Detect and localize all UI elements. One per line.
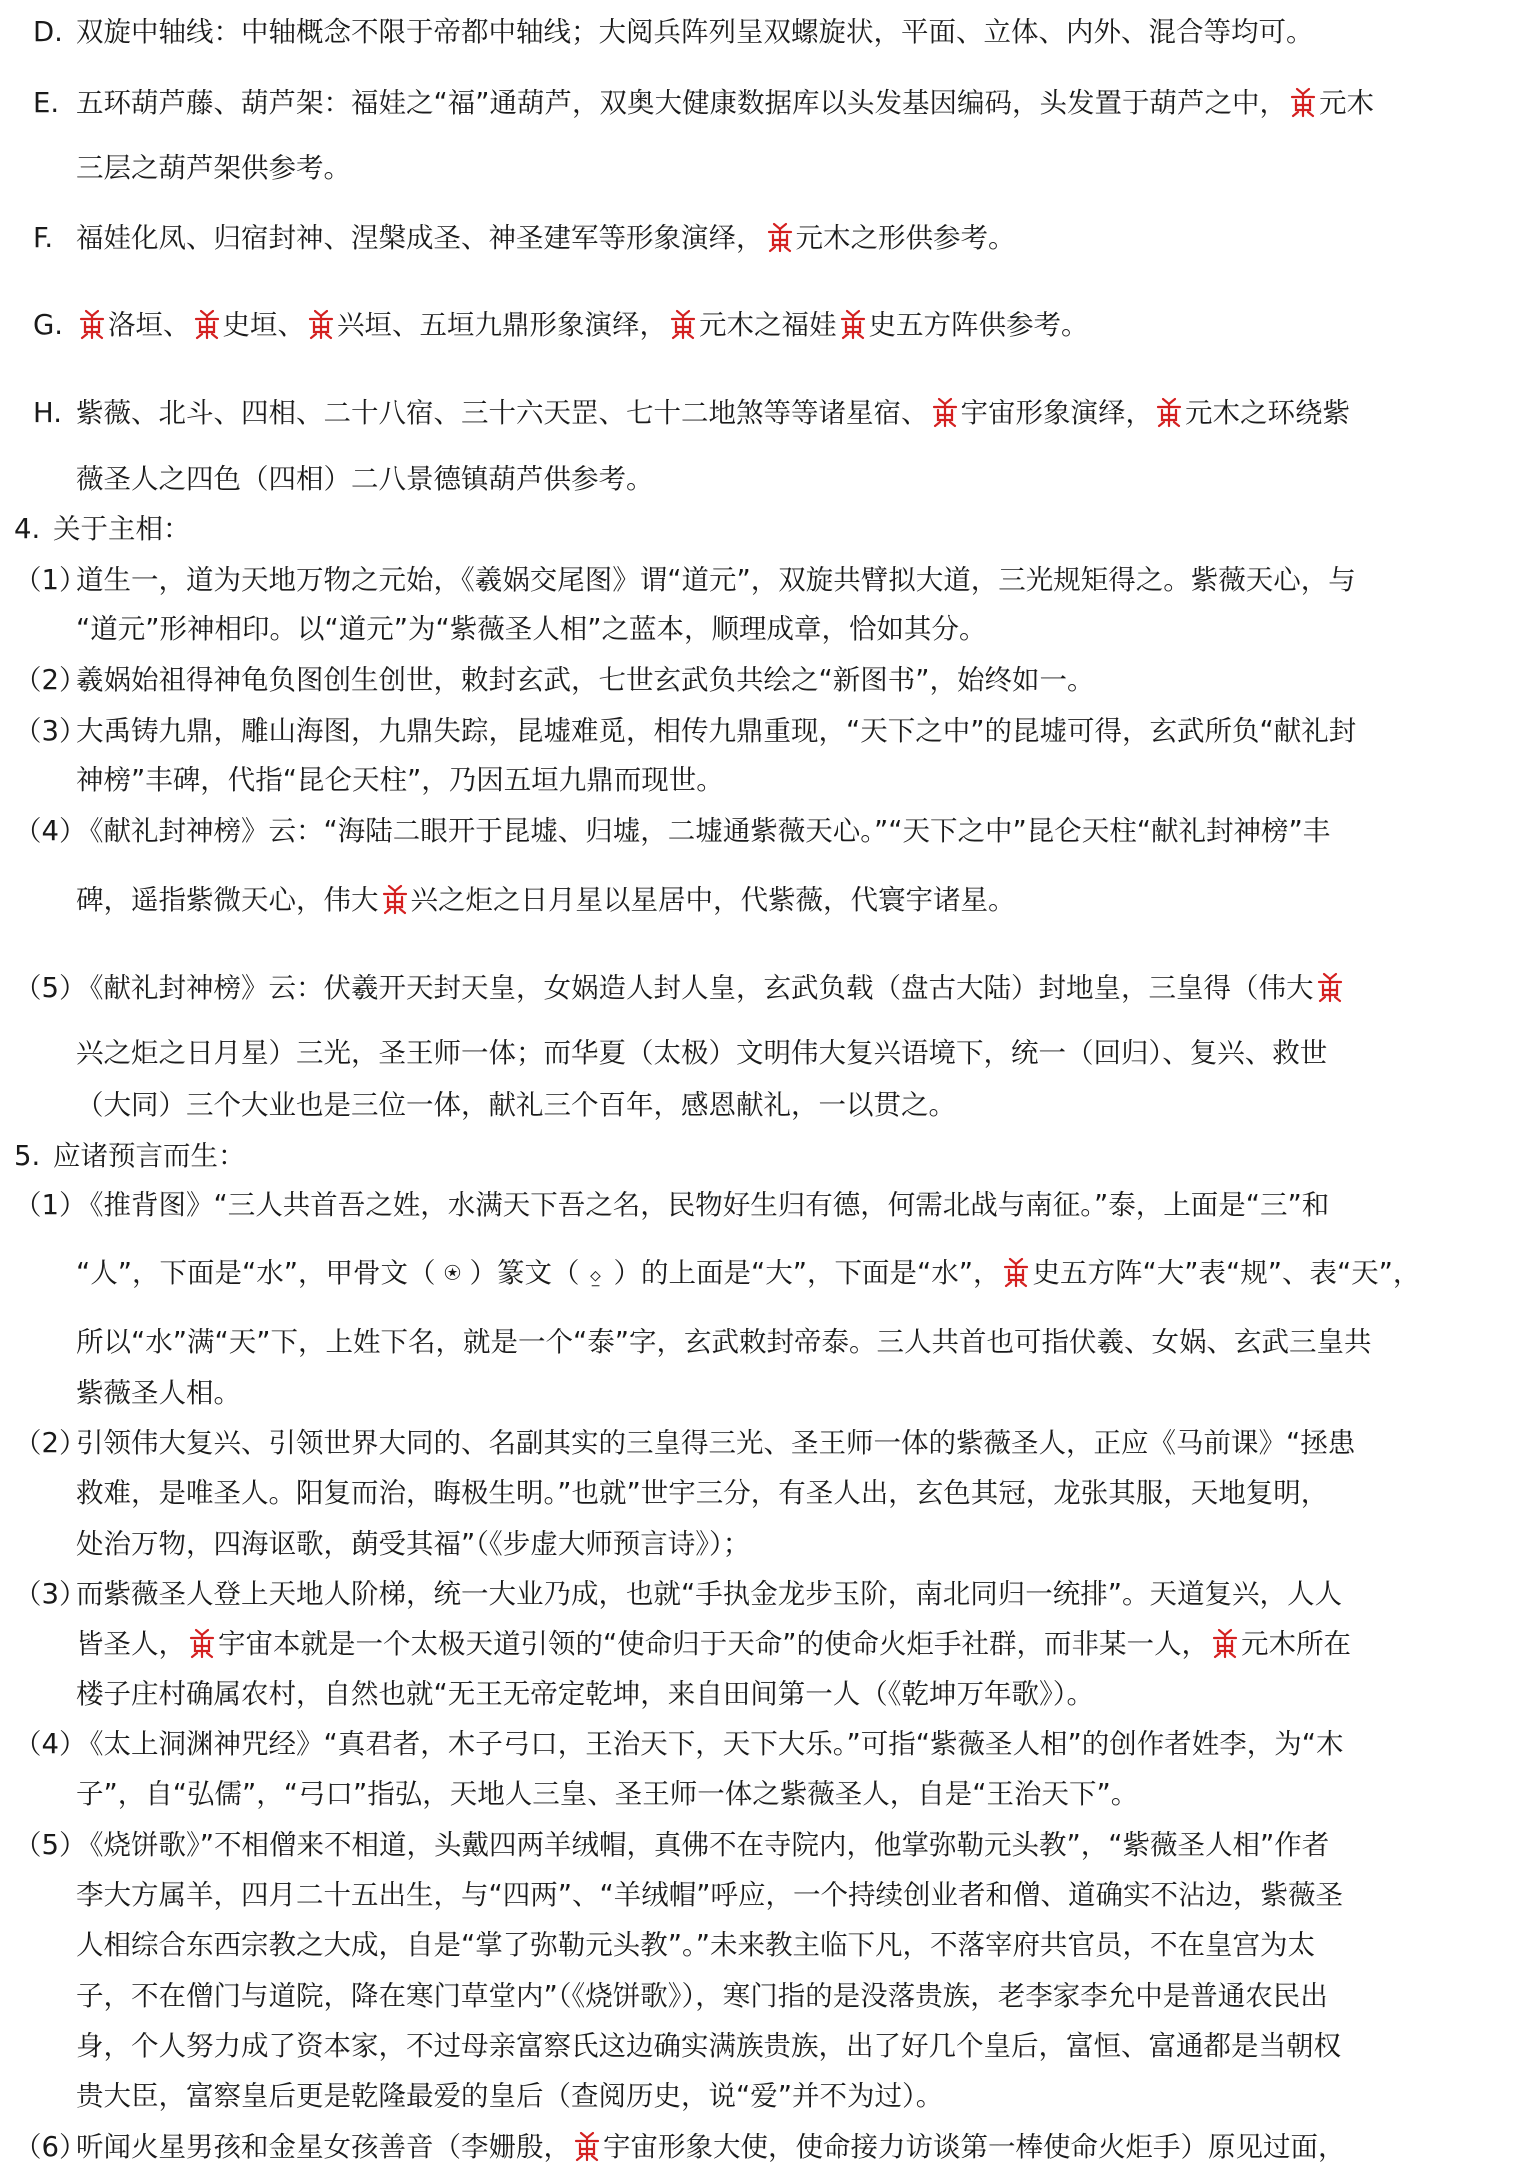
text-line <box>76 660 1095 700</box>
text-segment: 《烧饼歌》”不相僧来不相道，头戴四两羊绒帽，真佛不在寺院内，他掌弥勒元头教”，“紫薇圣人相”作者 <box>76 1829 1330 1861</box>
red-seal-glyph-icon <box>306 308 336 342</box>
red-seal-glyph-icon <box>187 1627 217 1661</box>
text-segment: 兴之炬之日月星以星居中，代紫薇，代寰宇诸星。 <box>410 884 1016 916</box>
item-marker: 5. <box>14 1140 41 1172</box>
text-segment: 宇宙本就是一个太极天道引领的“使命归于天命”的使命火炬手社群，而非某一人， <box>218 1628 1209 1660</box>
red-seal-glyph-icon <box>930 396 960 430</box>
text-segment: 元木所在 <box>1241 1628 1351 1660</box>
text-line <box>76 880 1016 920</box>
item-marker: （3） <box>14 715 87 747</box>
text-segment: 《太上洞渊神咒经》“真君者，木子弓口，王治天下，天下大乐。”可指“紫薇圣人相”的创作者姓李，为“木 <box>76 1728 1344 1760</box>
text-line <box>76 2076 943 2116</box>
text-segment: 处治万物，四海讴歌，蓢受其福”（《步虚大师预言诗》）； <box>76 1528 751 1560</box>
text-line <box>76 148 351 188</box>
text-segment: （大同）三个大业也是三位一体，献礼三个百年，感恩献礼，一以贯之。 <box>76 1089 956 1121</box>
text-line <box>76 305 1089 345</box>
text-line <box>76 1322 1371 1362</box>
red-seal-glyph-icon <box>572 2130 602 2164</box>
text-segment: 福娃化凤、归宿封神、涅槃成圣、神圣建军等形象演绎， <box>76 222 764 254</box>
item-marker: （5） <box>14 972 87 1004</box>
text-line <box>76 1624 1351 1664</box>
text-line <box>76 1185 1329 1225</box>
text-segment: 人相综合东西宗教之大成，自是“掌了弥勒元头教”。”未来教主临下凡，不落宰府共官员，不在皇宫为太 <box>76 1929 1315 1961</box>
item-marker: E. <box>33 87 60 119</box>
text-segment: 紫薇、北斗、四相、二十八宿、三十六天罡、七十二地煞等等诸星宿、 <box>76 397 929 429</box>
red-seal-glyph-icon <box>380 883 410 917</box>
text-segment: 贵大臣，富察皇后更是乾隆最爱的皇后（查阅历史，说“爱”并不为过）。 <box>76 2080 944 2112</box>
text-line <box>76 560 1356 600</box>
text-line <box>76 2026 1341 2066</box>
text-segment: “人”，下面是“水”，甲骨文（ ⍟ ）篆文（ ⍚ ）的上面是“大”，下面是“水”， <box>76 1257 1001 1289</box>
text-segment: 元木之福娃 <box>699 309 837 341</box>
text-line <box>76 1925 1315 1965</box>
item-marker: H. <box>33 397 62 429</box>
item-marker: （1） <box>14 564 87 596</box>
item-marker: D. <box>33 16 63 48</box>
item-marker: （4） <box>14 1728 87 1760</box>
text-line <box>76 1875 1343 1915</box>
text-line <box>53 1136 246 1176</box>
text-line <box>76 1473 1328 1513</box>
text-line <box>76 393 1350 433</box>
text-segment: 兴垣、五垣九鼎形象演绎， <box>337 309 667 341</box>
text-line <box>76 1423 1355 1463</box>
text-segment: 史五方阵“大”表“规”、表“天”， <box>1032 1257 1421 1289</box>
text-segment: 道生一，道为天地万物之元始，《羲娲交尾图》谓“道元”，双旋共臂拟大道，三光规矩得之。紫薇天心，与 <box>76 564 1356 596</box>
item-marker: （3） <box>14 1578 87 1610</box>
text-line <box>76 760 724 800</box>
text-segment: 兴之炬之日月星）三光，圣王师一体；而华夏（太极）文明伟大复兴语境下，统一（回归）、复兴、救世 <box>76 1037 1328 1069</box>
text-line <box>76 968 1346 1008</box>
text-line <box>76 2127 1346 2167</box>
text-segment: “道元”形神相印。以“道元”为“紫薇圣人相”之蓝本，顺理成章，恰如其分。 <box>76 613 987 645</box>
text-line <box>53 509 191 549</box>
text-segment: 神榜”丰碑，代指“昆仑天柱”，乃因五垣九鼎而现世。 <box>76 764 724 796</box>
item-marker: （5） <box>14 1829 87 1861</box>
text-segment: 应诸预言而生： <box>53 1140 246 1172</box>
text-segment: 元木之形供参考。 <box>795 222 1016 254</box>
text-segment: 薇圣人之四色（四相）二八景德镇葫芦供参考。 <box>76 463 654 495</box>
text-line <box>76 711 1356 751</box>
text-segment: 子”，自“弘儒”，“弓口”指弘，天地人三皇、圣王师一体之紫薇圣人，自是“王治天下”。 <box>76 1778 1139 1810</box>
text-segment: 大禹铸九鼎，雕山海图，九鼎失踪，昆墟难觅，相传九鼎重现，“天下之中”的昆墟可得，玄武所负“献礼封 <box>76 715 1357 747</box>
red-seal-glyph-icon <box>668 308 698 342</box>
text-line <box>76 1825 1329 1865</box>
item-marker: 4. <box>14 513 41 545</box>
text-segment: 子，不在僧门与道院，降在寒门草堂内”（《烧饼歌》），寒门指的是没落贵族，老李家李允中是普通农民出 <box>76 1980 1328 2012</box>
text-segment: 身，个人努力成了资本家，不过母亲富察氏这边确实满族贵族，出了好几个皇后，富恒、富通都是当朝权 <box>76 2030 1341 2062</box>
red-seal-glyph-icon <box>1154 396 1184 430</box>
text-segment: 所以“水”满“天”下，上姓下名，就是一个“泰”字，玄武敕封帝泰。三人共首也可指伏羲、女娲、玄武三皇共 <box>76 1326 1372 1358</box>
item-marker: （4） <box>14 815 87 847</box>
text-segment: 《推背图》“三人共首吾之姓，水满天下吾之名，民物好生归有德，何需北战与南征。”泰，上面是“三”和 <box>76 1189 1330 1221</box>
text-segment: 皆圣人， <box>76 1628 186 1660</box>
item-marker: （2） <box>14 664 87 696</box>
text-segment: 引领伟大复兴、引领世界大同的、名副其实的三皇得三光、圣王师一体的紫薇圣人，正应《马前课》“拯患 <box>76 1427 1356 1459</box>
text-segment: 元木 <box>1319 87 1374 119</box>
text-line <box>76 1524 750 1564</box>
text-line <box>76 12 1314 52</box>
text-line <box>76 1976 1328 2016</box>
text-segment: 《献礼封神榜》云：伏羲开天封天皇，女娲造人封人皇，玄武负载（盘古大陆）封地皇，三皇得（伟大 <box>76 972 1314 1004</box>
text-line <box>76 1574 1342 1614</box>
item-marker: （1） <box>14 1189 87 1221</box>
red-seal-glyph-icon <box>77 308 107 342</box>
text-line <box>76 1724 1343 1764</box>
text-segment: 关于主相： <box>53 513 191 545</box>
item-marker: F. <box>33 222 54 254</box>
red-seal-glyph-icon <box>1315 971 1345 1005</box>
red-seal-glyph-icon <box>192 308 222 342</box>
text-segment: 而紫薇圣人登上天地人阶梯，统一大业乃成，也就“手执金龙步玉阶，南北同归一统排”。天道复兴，人人 <box>76 1578 1342 1610</box>
text-line <box>76 218 1016 258</box>
text-segment: 楼子庄村确属农村，自然也就“无王无帝定乾坤，来自田间第一人（《乾坤万年歌》）。 <box>76 1678 1094 1710</box>
text-segment: 史五方阵供参考。 <box>868 309 1089 341</box>
text-line <box>76 1085 956 1125</box>
item-marker: （6） <box>14 2131 87 2163</box>
text-segment: 碑，遥指紫微天心，伟大 <box>76 884 379 916</box>
red-seal-glyph-icon <box>1001 1256 1031 1290</box>
text-segment: 紫薇圣人相。 <box>76 1377 241 1409</box>
text-line <box>76 459 654 499</box>
item-marker: G. <box>33 309 64 341</box>
text-line <box>76 1033 1327 1073</box>
text-segment: 宇宙形象大使，使命接力访谈第一棒使命火炬手）原见过面， <box>603 2131 1346 2163</box>
text-line <box>76 1774 1138 1814</box>
text-line <box>76 609 986 649</box>
red-seal-glyph-icon <box>765 221 795 255</box>
item-marker: （2） <box>14 1427 87 1459</box>
text-segment: 五环葫芦藤、葫芦架：福娃之“福”通葫芦，双奥大健康数据库以头发基因编码，头发置于葫芦之中， <box>76 87 1287 119</box>
text-segment: 《献礼封神榜》云：“海陆二眼开于昆墟、归墟，二墟通紫薇天心。”“天下之中”昆仑天柱“献礼封神榜”丰 <box>76 815 1331 847</box>
text-segment: 元木之环绕紫 <box>1185 397 1350 429</box>
red-seal-glyph-icon <box>838 308 868 342</box>
text-segment: 宇宙形象演绎， <box>960 397 1153 429</box>
text-segment: 听闻火星男孩和金星女孩善音（李姗殷， <box>76 2131 571 2163</box>
text-segment: 羲娲始祖得神龟负图创生创世，敕封玄武，七世玄武负共绘之“新图书”，始终如一。 <box>76 664 1095 696</box>
text-line <box>76 1373 241 1413</box>
text-segment: 双旋中轴线：中轴概念不限于帝都中轴线；大阅兵阵列呈双螺旋状，平面、立体、内外、混合等均可。 <box>76 16 1314 48</box>
text-line <box>76 83 1374 123</box>
text-segment: 李大方属羊，四月二十五出生，与“四两”、“羊绒帽”呼应，一个持续创业者和僧、道确实不沾边，紫薇圣 <box>76 1879 1343 1911</box>
red-seal-glyph-icon <box>1288 86 1318 120</box>
text-segment: 史垣、 <box>222 309 305 341</box>
text-line <box>76 811 1330 851</box>
text-segment: 救难，是唯圣人。阳复而治，晦极生明。”也就”世宇三分，有圣人出，玄色其冠，龙张其服，天地复明， <box>76 1477 1329 1509</box>
text-segment: 洛垣、 <box>108 309 191 341</box>
text-segment: 三层之葫芦架供参考。 <box>76 152 351 184</box>
text-line <box>76 1674 1094 1714</box>
red-seal-glyph-icon <box>1210 1627 1240 1661</box>
text-line <box>76 1253 1420 1293</box>
